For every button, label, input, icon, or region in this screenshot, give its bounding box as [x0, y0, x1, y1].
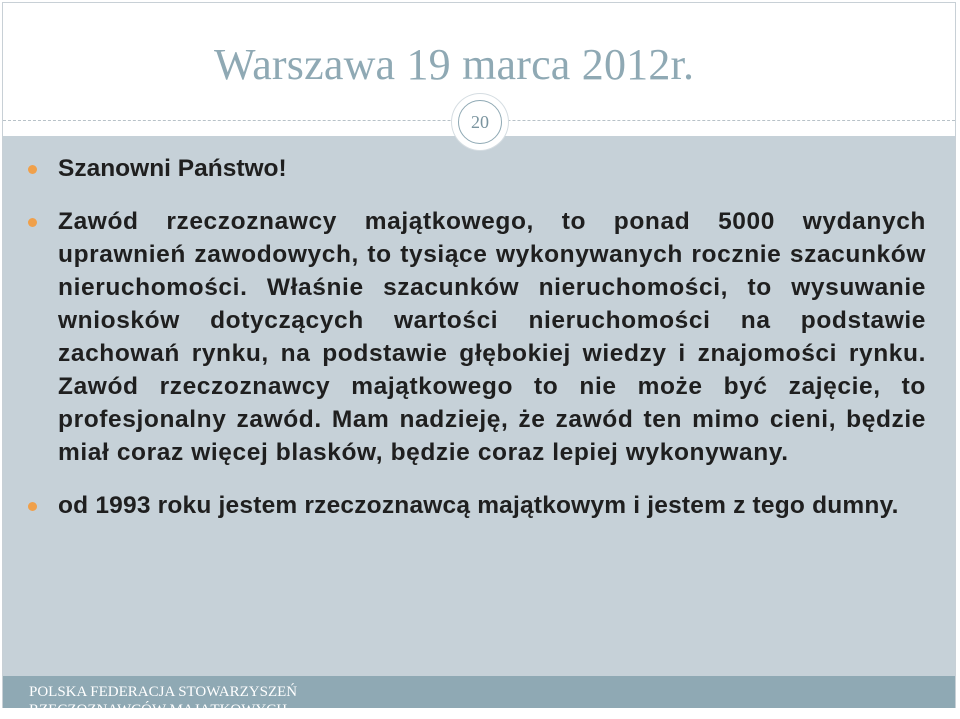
- bullet-item-since-1993: [24, 489, 926, 522]
- page-number-badge: [452, 94, 508, 150]
- bullet-dot-icon: [28, 165, 37, 174]
- page-number: 20: [458, 100, 502, 144]
- bullet-list: [24, 152, 926, 522]
- bullet-item-greeting: [24, 152, 926, 185]
- bullet-text: Szanowni Państwo!: [58, 155, 287, 182]
- bullet-item-profession: [24, 205, 926, 469]
- footer-organization-name: POLSKA FEDERACJA STOWARZYSZEŃ RZECZOZNAWCÓW MAJĄTKOWYCH: [29, 684, 298, 718]
- bullet-text: od 1993 roku jestem rzeczoznawcą majątkowym i jestem z tego dumny.: [58, 492, 899, 519]
- bullet-dot-icon: [28, 218, 37, 227]
- bullet-dot-icon: [28, 502, 37, 511]
- slide-title: Warszawa 19 marca 2012r.: [214, 40, 695, 89]
- bullet-text: Zawód rzeczoznawcy majątkowego, to ponad 5000 wydanych uprawnień zawodowych, to tysiące wykonywanych rocznie szacunków nieruchomości. Właśnie szacunków nieruchomości, to wysuwanie wniosków dotyczących wartości nieruchomości na podstawie zachowań rynku, na podstawie głębokiej wiedzy i znajomości rynku. Zawód rzeczoznawcy majątkowego to nie może być zajęcie, to profesjonalny zawód. Mam nadzieję, że zawód ten mimo cieni, będzie miał coraz więcej blasków, będzie coraz lepiej wykonywany.: [58, 208, 926, 466]
- slide-footer: [3, 676, 955, 718]
